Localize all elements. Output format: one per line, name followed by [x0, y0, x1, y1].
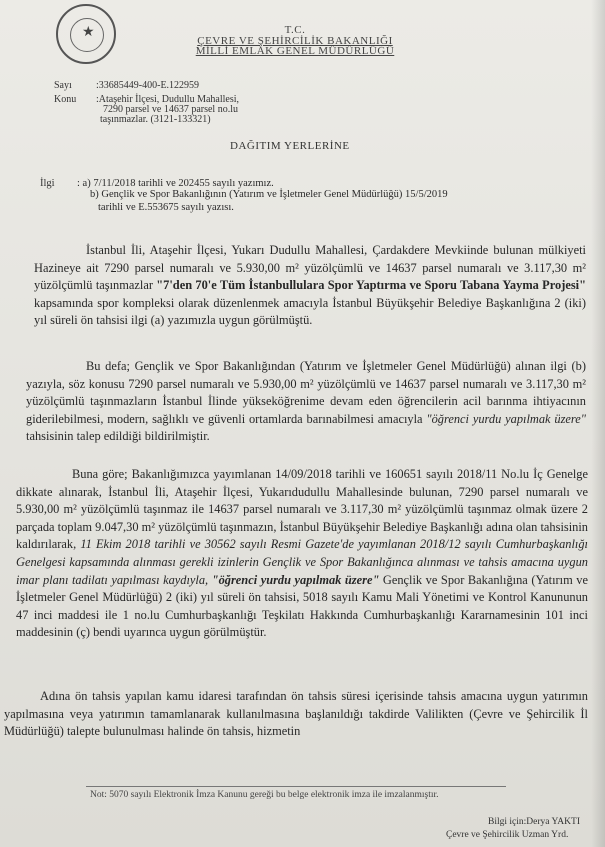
paragraph-3-text-a: Buna göre; Bakanlığımızca yayımlanan 14/09/2018 tarihli ve 160651 sayılı 2018/11 No.lu İç Genelge dikkate alınarak, İstanbul İli, Ataşehir İlçesi, Yukarıdudullu Mahallesinde bulunan, 7290 parsel numaralı ve 5.930,00 m² yüzölçümlü taşınmaz ile 14637 parsel numaralı ve 3.117,30 m² yüzölçümlü taşınmaz olmak üzere 2 parçada toplam 9.047,30 m² yüzölçümlü taşınmazın, İstanbul Büyükşehir Belediye Başkanlığı adına olan tahsisinin kaldırılarak,: [16, 467, 588, 552]
paragraph-4: Adına ön tahsis yapılan kamu idaresi tarafından ön tahsis süresi içerisinde tahsis amacına uygun yatırımın yapılmasına veya yatırımın tamamlanarak kullanılmasına başlanıldığı takdirde Valilikten (Çevre ve Şehircilik İl Müdürlüğü) talepte bulunulması halinde ön tahsis, hizmetin: [4, 689, 588, 739]
ilgi-b-line-1: b) Gençlik ve Spor Bakanlığının (Yatırım ve İşletmeler Genel Müdürlüğü) 15/5/2019: [90, 189, 448, 200]
paragraph-2-text-c: tahsisinin talep edildiği bildirilmiştir.: [26, 429, 210, 444]
footer-note: Not: 5070 sayılı Elektronik İmza Kanunu gereği bu belge elektronik imza ile imzalanmıştır.: [90, 790, 439, 800]
konu-line-2: 7290 parsel ve 14637 parsel no.lu: [103, 104, 238, 115]
paragraph-2-text-a: Bu defa; Gençlik ve Spor Bakanlığından (Yatırım ve İşletmeler Genel Müdürlüğü) alınan ilgi (b) yazıyla, söz konusu 7290 parsel numaralı ve 5.930,00 m² yüzölçümlü ve 14637 parsel numaralı ve 3.117,30 m² yüzölçümlü taşınmazların İstanbul İlinde yükseköğrenime devam eden öğrencilerin acil barınma ihtiyacının giderilebilmesi, modern, sağlıklı ve güvenli ortamlarda barınabilmesi amacıyla: [26, 359, 586, 426]
sayi-label: Sayı: [54, 80, 72, 91]
distribution-heading: DAĞITIM YERLERİNE: [230, 140, 350, 152]
ilgi-a: : a) 7/11/2018 tarihli ve 202455 sayılı yazımız.: [77, 178, 274, 189]
header-directorate: MİLLİ EMLAK GENEL MÜDÜRLÜĞÜ: [195, 45, 395, 57]
paragraph-1-text-a: İstanbul İli, Ataşehir İlçesi, Yukarı Dudullu Mahallesi, Çardakdere Mevkiinde bulunan mülkiyeti Hazineye ait 7290 parsel numaralı ve 5.930,00 m² yüzölçümlü ve 14637 parsel numaralı ve 3.117,30 m² yüzölçümlü taşınmazlar: [34, 243, 586, 293]
paragraph-1-text-c: kapsamında spor kompleksi olarak düzenlenmek amacıyla İstanbul Büyükşehir Belediye Başkanlığına 2 (iki) yıl süreli ön tahsisi ilgi (a) yazımızla uygun görülmüştü.: [34, 295, 586, 328]
sayi-value: :33685449-400-E.122959: [96, 80, 200, 91]
paragraph-1: [34, 242, 586, 330]
header-tc: T.C.: [284, 24, 306, 36]
konu-label: Konu: [54, 94, 77, 105]
paragraph-3-text-d: Gençlik ve Spor Bakanlığına (Yatırım ve İşletmeler Genel Müdürlüğü) 2 (iki) yıl süreli ön tahsisi, 5018 sayılı Kamu Mali Yönetimi ve Kontrol Kanununun 47 inci maddesi ile 1 no.lu Cumhurbaşkanlığı Teşkilatı Hakkında Cumhurbaşkanlığı Kararnamesinin 101 inci maddesinin (ç) bendi uyarınca uygun görülmüştür.: [16, 572, 589, 640]
footer-divider: [86, 786, 506, 787]
paragraph-1-project-name: "7'den 70'e Tüm İstanbullulara Spor Yaptırma ve Sporu Tabana Yayma Projesi": [156, 278, 586, 293]
paragraph-2-purpose: "öğrenci yurdu yapılmak üzere": [426, 411, 586, 426]
ilgi-b-line-2: tarihli ve E.553675 sayılı yazısı.: [98, 202, 234, 213]
contact-title: Çevre ve Şehircilik Uzman Yrd.: [446, 830, 569, 840]
ilgi-label: İlgi: [40, 178, 55, 189]
paragraph-3-purpose: "öğrenci yurdu yapılmak üzere": [211, 572, 380, 587]
page-edge-shadow: [591, 0, 605, 847]
paragraph-3: [16, 466, 588, 642]
header-ministry: ÇEVRE VE ŞEHİRCİLİK BAKANLIĞI: [197, 35, 393, 47]
ilgi-b: [90, 188, 530, 214]
ministry-seal-icon: ★: [56, 4, 116, 64]
konu-line-3: taşınmazlar. (3121-133321): [100, 114, 211, 125]
paragraph-2: [26, 358, 586, 446]
konu-line-1: :Ataşehir İlçesi, Dudullu Mahallesi,: [96, 94, 240, 105]
contact-name: Bilgi için:Derya YAKTI: [488, 817, 580, 827]
paragraph-3-circular: 11 Ekim 2018 tarihli ve 30562 sayılı Resmi Gazete'de yayımlanan 2018/12 sayılı Cumhurbaşkanlığı Genelgesi kapsamında alınması gerekli izinlerin Gençlik ve Spor Bakanlığınca alınması ve tahsis amacına uygun imar planı tadilatı yapılması kaydıyla,: [16, 537, 588, 587]
